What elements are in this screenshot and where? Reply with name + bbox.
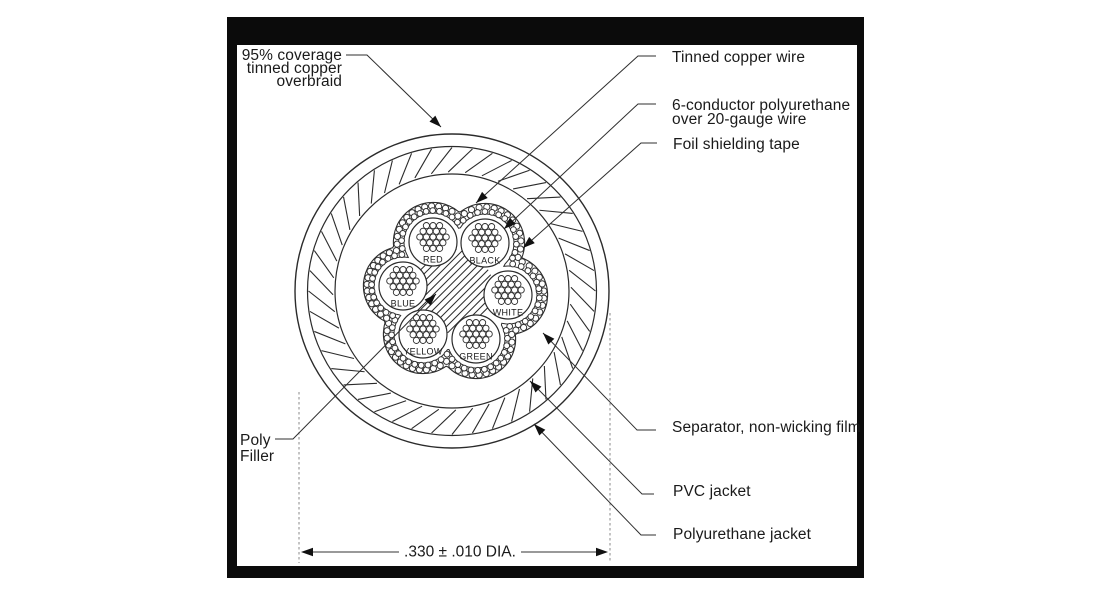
wire-strand <box>430 245 436 251</box>
wire-strand <box>403 284 409 290</box>
callout-overbraid-line: overbraid <box>276 73 342 90</box>
braid-strand-bead <box>455 362 461 368</box>
braid-strand-bead <box>372 270 378 276</box>
braid-strand-bead <box>482 209 488 215</box>
braid-strand-bead <box>392 253 398 259</box>
braid-strand-bead <box>468 367 474 373</box>
braid-strand-bead <box>449 214 455 220</box>
braid-strand-bead <box>443 211 449 217</box>
wire-strand <box>466 342 472 348</box>
braid-strand-bead <box>502 216 508 222</box>
wire-strand <box>423 245 429 251</box>
conductor-label-white: WHITE <box>492 307 524 318</box>
wire-strand <box>508 281 514 287</box>
wire-strand <box>430 223 436 229</box>
wire-strand <box>433 228 439 234</box>
wire-strand <box>482 235 488 241</box>
wire-strand <box>476 337 482 343</box>
wire-strand <box>427 228 433 234</box>
wire-strand <box>479 229 485 235</box>
braid-strand-bead <box>475 210 481 216</box>
braid-strand-bead <box>432 360 438 366</box>
wire-strand <box>492 287 498 293</box>
wire-strand <box>480 320 486 326</box>
wire-strand <box>470 325 476 331</box>
wire-strand <box>407 267 413 273</box>
wire-strand <box>475 246 481 252</box>
wire-strand <box>430 234 436 240</box>
wire-strand <box>433 326 439 332</box>
braid-strand-bead <box>510 261 516 267</box>
braid-strand-bead <box>528 314 534 320</box>
braid-strand-bead <box>384 315 390 321</box>
wire-strand <box>473 342 479 348</box>
wire-strand <box>475 224 481 230</box>
braid-strand-bead <box>496 212 502 218</box>
wire-strand <box>413 326 419 332</box>
braid-strand-bead <box>488 364 494 370</box>
braid-strand-bead <box>505 335 511 341</box>
callout-polyurethane-jacket-line: Polyurethane jacket <box>673 526 812 543</box>
wire-strand <box>420 326 426 332</box>
wire-strand <box>427 315 433 321</box>
braid-strand-bead <box>535 302 541 308</box>
wire-strand <box>480 331 486 337</box>
braid-strand-bead <box>503 328 509 334</box>
wire-strand <box>427 337 433 343</box>
wire-strand <box>489 246 495 252</box>
wire-strand <box>492 241 498 247</box>
wire-strand <box>407 326 413 332</box>
braid-strand-bead <box>411 214 417 220</box>
braid-strand-bead <box>406 219 412 225</box>
callout-foil-shielding-tape-line: Foil shielding tape <box>673 136 800 153</box>
wire-strand <box>400 289 406 295</box>
wire-strand <box>515 293 521 299</box>
wire-strand <box>460 331 466 337</box>
wire-strand <box>476 325 482 331</box>
braid-strand-bead <box>430 208 436 214</box>
braid-strand-bead <box>475 367 481 373</box>
wire-strand <box>420 240 426 246</box>
wire-strand <box>511 298 517 304</box>
wire-strand <box>483 337 489 343</box>
wire-strand <box>479 241 485 247</box>
callout-poly-filler-line: Filler <box>240 448 275 465</box>
callout-separator-film <box>672 419 861 436</box>
braid-strand-bead <box>423 209 429 215</box>
callout-poly-filler <box>240 432 274 465</box>
braid-strand-bead <box>449 363 455 369</box>
callout-tinned-copper-wire-line: Tinned copper wire <box>672 49 806 66</box>
wire-strand <box>420 315 426 321</box>
wire-strand <box>390 284 396 290</box>
braid-strand-bead <box>489 210 495 216</box>
wire-strand <box>410 272 416 278</box>
callout-pvc-jacket <box>673 483 751 500</box>
wire-strand <box>463 325 469 331</box>
wire-strand <box>489 235 495 241</box>
braid-strand-bead <box>444 351 450 357</box>
braid-strand-bead <box>418 362 424 368</box>
wire-strand <box>433 240 439 246</box>
braid-strand-bead <box>522 318 528 324</box>
wire-strand <box>400 278 406 284</box>
wire-strand <box>407 278 413 284</box>
wire-strand <box>485 229 491 235</box>
braid-strand-bead <box>375 264 381 270</box>
braid-strand-bead <box>510 255 516 261</box>
wire-strand <box>508 293 514 299</box>
braid-strand-bead <box>498 355 504 361</box>
wire-strand <box>505 298 511 304</box>
braid-strand-bead <box>417 211 423 217</box>
braid-strand-bead <box>371 294 377 300</box>
wire-strand <box>485 241 491 247</box>
braid-strand-bead <box>518 264 524 270</box>
braid-strand-bead <box>525 268 531 274</box>
braid-strand-bead <box>369 282 375 288</box>
wire-strand <box>469 235 475 241</box>
wire-strand <box>482 246 488 252</box>
wire-strand <box>515 281 521 287</box>
braid-strand-bead <box>370 276 376 282</box>
braid-strand-bead <box>412 361 418 367</box>
wire-strand <box>423 223 429 229</box>
braid-strand-bead <box>530 273 536 279</box>
wire-strand <box>423 234 429 240</box>
braid-strand-bead <box>455 219 461 225</box>
wire-strand <box>495 281 501 287</box>
wire-strand <box>423 320 429 326</box>
braid-strand-bead <box>534 279 540 285</box>
braid-strand-bead <box>385 256 391 262</box>
braid-strand-bead <box>437 208 443 214</box>
braid-strand-bead <box>515 322 521 328</box>
wire-strand <box>498 298 504 304</box>
braid-strand-bead <box>378 305 384 311</box>
braid-strand-bead <box>399 252 405 258</box>
wire-strand <box>495 293 501 299</box>
wire-strand <box>427 240 433 246</box>
callout-tinned-copper-wire <box>672 49 805 66</box>
braid-strand-bead <box>383 310 389 316</box>
wire-strand <box>518 287 524 293</box>
braid-strand-bead <box>482 366 488 372</box>
dimension-text: .330 ± .010 DIA. <box>404 543 516 561</box>
wire-strand <box>463 337 469 343</box>
wire-strand <box>440 240 446 246</box>
callout-overbraid-line: 95% coverage <box>241 47 342 64</box>
braid-strand-bead <box>461 365 467 371</box>
callout-overbraid-line: tinned copper <box>246 60 342 77</box>
wire-strand <box>403 272 409 278</box>
wire-strand <box>511 287 517 293</box>
callout-conductor-insulation-line: 6-conductor polyurethane <box>672 97 851 114</box>
wire-strand <box>427 326 433 332</box>
braid-strand-bead <box>396 351 402 357</box>
braid-strand-bead <box>403 224 409 230</box>
braid-strand-bead <box>502 350 508 356</box>
braid-strand-bead <box>460 218 466 224</box>
wire-strand <box>397 284 403 290</box>
conductor-label-red: RED <box>423 254 443 265</box>
wire-strand <box>473 331 479 337</box>
conductor-label-blue: BLUE <box>390 298 416 309</box>
callout-pvc-jacket-line: PVC jacket <box>673 483 751 500</box>
wire-strand <box>397 272 403 278</box>
wire-strand <box>470 337 476 343</box>
wire-strand <box>505 287 511 293</box>
wire-strand <box>472 229 478 235</box>
wire-strand <box>413 337 419 343</box>
wire-strand <box>417 234 423 240</box>
callout-poly-filler-line: Poly <box>240 432 271 449</box>
wire-strand <box>505 276 511 282</box>
callout-polyurethane-jacket <box>673 526 812 543</box>
wire-strand <box>498 287 504 293</box>
wire-strand <box>423 332 429 338</box>
wire-strand <box>393 278 399 284</box>
wire-strand <box>498 276 504 282</box>
braid-strand-bead <box>514 241 520 247</box>
wire-strand <box>417 332 423 338</box>
wire-strand <box>437 234 443 240</box>
braid-strand-bead <box>406 359 412 365</box>
braid-strand-bead <box>511 227 517 233</box>
conductor-label-yellow: YELLOW <box>403 346 443 357</box>
wire-strand <box>430 320 436 326</box>
callout-separator-film-line: Separator, non-wicking film <box>672 419 861 436</box>
braid-strand-bead <box>536 286 542 292</box>
braid-strand-bead <box>493 360 499 366</box>
wire-strand <box>483 325 489 331</box>
braid-strand-bead <box>389 325 395 331</box>
braid-strand-bead <box>369 288 375 294</box>
braid-strand-bead <box>400 231 406 237</box>
wire-strand <box>410 284 416 290</box>
wire-strand <box>502 293 508 299</box>
conductor-label-green: GREEN <box>459 351 493 362</box>
braid-strand-bead <box>380 259 386 265</box>
wire-strand <box>430 332 436 338</box>
wire-strand <box>511 276 517 282</box>
wire-strand <box>495 235 501 241</box>
braid-strand-bead <box>504 343 510 349</box>
braid-strand-bead <box>449 208 455 214</box>
wire-strand <box>466 320 472 326</box>
braid-strand-bead <box>438 357 444 363</box>
wire-strand <box>410 320 416 326</box>
callout-conductor-insulation-line: over 20-gauge wire <box>672 111 807 128</box>
wire-strand <box>393 289 399 295</box>
conductor-label-black: BLACK <box>469 255 501 266</box>
wire-strand <box>420 337 426 343</box>
braid-strand-bead <box>399 238 405 244</box>
braid-strand-bead <box>461 211 467 217</box>
wire-strand <box>492 229 498 235</box>
braid-strand-bead <box>449 356 455 362</box>
wire-strand <box>437 245 443 251</box>
wire-strand <box>437 223 443 229</box>
wire-strand <box>413 278 419 284</box>
braid-strand-bead <box>467 212 473 218</box>
braid-strand-bead <box>536 295 542 301</box>
wire-strand <box>440 228 446 234</box>
wire-strand <box>417 320 423 326</box>
wire-strand <box>466 331 472 337</box>
wire-strand <box>482 224 488 230</box>
wire-strand <box>393 267 399 273</box>
wire-strand <box>472 241 478 247</box>
braid-strand-bead <box>399 246 405 252</box>
braid-strand-bead <box>512 250 518 256</box>
wire-strand <box>475 235 481 241</box>
wire-strand <box>489 224 495 230</box>
wire-strand <box>400 267 406 273</box>
braid-strand-bead <box>455 213 461 219</box>
braid-strand-bead <box>390 313 396 319</box>
wire-strand <box>420 228 426 234</box>
wire-strand <box>387 278 393 284</box>
callout-foil-shielding-tape <box>673 136 800 153</box>
braid-strand-bead <box>374 300 380 306</box>
wire-strand <box>407 289 413 295</box>
wire-strand <box>502 281 508 287</box>
braid-strand-bead <box>513 234 519 240</box>
braid-strand-bead <box>455 367 461 373</box>
braid-strand-bead <box>468 207 474 213</box>
braid-strand-bead <box>425 362 431 368</box>
braid-strand-bead <box>392 345 398 351</box>
wire-strand <box>486 331 492 337</box>
wire-strand <box>443 234 449 240</box>
wire-strand <box>390 272 396 278</box>
wire-strand <box>473 320 479 326</box>
wire-strand <box>410 332 416 338</box>
wire-strand <box>480 342 486 348</box>
braid-strand-bead <box>532 308 538 314</box>
